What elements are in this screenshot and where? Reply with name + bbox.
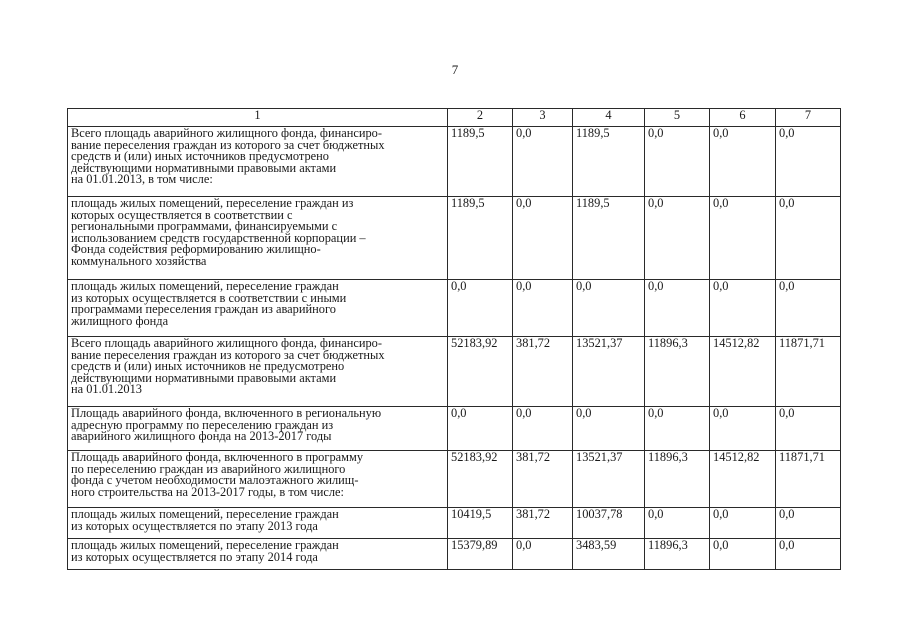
- table-cell: 1189,5: [573, 197, 645, 280]
- table-cell: 0,0: [513, 407, 573, 451]
- table-cell: 52183,92: [448, 451, 513, 508]
- table-row: [68, 280, 841, 337]
- row-label: Площадь аварийного фонда, включенного в региональную адресную программу по переселению граждан из аварийного жилищного фонда на 2013-2017 годы: [68, 407, 448, 451]
- table-cell: 0,0: [513, 280, 573, 337]
- row-label: Всего площадь аварийного жилищного фонда, финансиро- вание переселения граждан из которого за счет бюджетных средств и (или) иных источников не предусмотрено действующими нормативными правовыми актами на 01.01.2013: [68, 337, 448, 407]
- column-header: 5: [645, 109, 710, 127]
- table-cell: 0,0: [573, 280, 645, 337]
- table-cell: 1189,5: [448, 197, 513, 280]
- table-cell: 10419,5: [448, 508, 513, 539]
- table-row: [68, 127, 841, 197]
- table-cell: 0,0: [710, 197, 776, 280]
- table-cell: 1189,5: [448, 127, 513, 197]
- row-label: площадь жилых помещений, переселение граждан из которых осуществляется по этапу 2014 года: [68, 539, 448, 570]
- table-row: [68, 197, 841, 280]
- table-cell: 14512,82: [710, 337, 776, 407]
- table-cell: 11896,3: [645, 539, 710, 570]
- table-row: [68, 337, 841, 407]
- table-cell: 11896,3: [645, 337, 710, 407]
- table-cell: 0,0: [448, 407, 513, 451]
- column-header: 4: [573, 109, 645, 127]
- table-cell: 10037,78: [573, 508, 645, 539]
- table-cell: 0,0: [710, 508, 776, 539]
- table-cell: 0,0: [645, 197, 710, 280]
- table-cell: 11871,71: [776, 337, 841, 407]
- table-row: [68, 539, 841, 570]
- row-label: площадь жилых помещений, переселение граждан из которых осуществляется по этапу 2013 года: [68, 508, 448, 539]
- table-cell: 13521,37: [573, 451, 645, 508]
- table-cell: 11871,71: [776, 451, 841, 508]
- table-cell: 0,0: [513, 197, 573, 280]
- data-table: [67, 108, 841, 570]
- table-row: [68, 451, 841, 508]
- row-label: площадь жилых помещений, переселение граждан из которых осуществляется в соответствии с региональными программами, финансируемыми с использованием средств государственной корпорации – Фонда содействия реформированию жилищно- коммунального хозяйства: [68, 197, 448, 280]
- column-header: 1: [68, 109, 448, 127]
- table-cell: 0,0: [645, 280, 710, 337]
- table-cell: 0,0: [710, 407, 776, 451]
- table-row: [68, 508, 841, 539]
- page-number: 7: [451, 62, 459, 77]
- row-label: Площадь аварийного фонда, включенного в программу по переселению граждан из аварийного жилищного фонда с учетом необходимости малоэтажного жилищ- ного строительства на 2013-2017 годы, в том числе:: [68, 451, 448, 508]
- table-cell: 0,0: [710, 280, 776, 337]
- row-label: площадь жилых помещений, переселение граждан из которых осуществляется в соответствии с иными программами переселения граждан из аварийного жилищного фонда: [68, 280, 448, 337]
- table-cell: 0,0: [776, 127, 841, 197]
- table-cell: 0,0: [710, 539, 776, 570]
- table-cell: 14512,82: [710, 451, 776, 508]
- table-row: [68, 407, 841, 451]
- table-header-row: [68, 109, 841, 127]
- column-header: 3: [513, 109, 573, 127]
- table-cell: 0,0: [573, 407, 645, 451]
- table-cell: 0,0: [645, 407, 710, 451]
- table-cell: 0,0: [710, 127, 776, 197]
- table-cell: 381,72: [513, 337, 573, 407]
- table-cell: 11896,3: [645, 451, 710, 508]
- table-cell: 381,72: [513, 508, 573, 539]
- table-cell: 0,0: [776, 539, 841, 570]
- table-cell: 0,0: [776, 508, 841, 539]
- table-cell: 0,0: [776, 407, 841, 451]
- table-cell: 0,0: [513, 127, 573, 197]
- table-cell: 381,72: [513, 451, 573, 508]
- table-cell: 3483,59: [573, 539, 645, 570]
- table-cell: 13521,37: [573, 337, 645, 407]
- column-header: 7: [776, 109, 841, 127]
- table-cell: 0,0: [645, 508, 710, 539]
- table-cell: 52183,92: [448, 337, 513, 407]
- table-cell: 0,0: [776, 197, 841, 280]
- table-cell: 0,0: [513, 539, 573, 570]
- table-cell: 0,0: [645, 127, 710, 197]
- table-cell: 0,0: [448, 280, 513, 337]
- table-cell: 15379,89: [448, 539, 513, 570]
- table-cell: 0,0: [776, 280, 841, 337]
- table-cell: 1189,5: [573, 127, 645, 197]
- row-label: Всего площадь аварийного жилищного фонда, финансиро- вание переселения граждан из которого за счет бюджетных средств и (или) иных источников предусмотрено действующими нормативными правовыми актами на 01.01.2013, в том числе:: [68, 127, 448, 197]
- column-header: 2: [448, 109, 513, 127]
- column-header: 6: [710, 109, 776, 127]
